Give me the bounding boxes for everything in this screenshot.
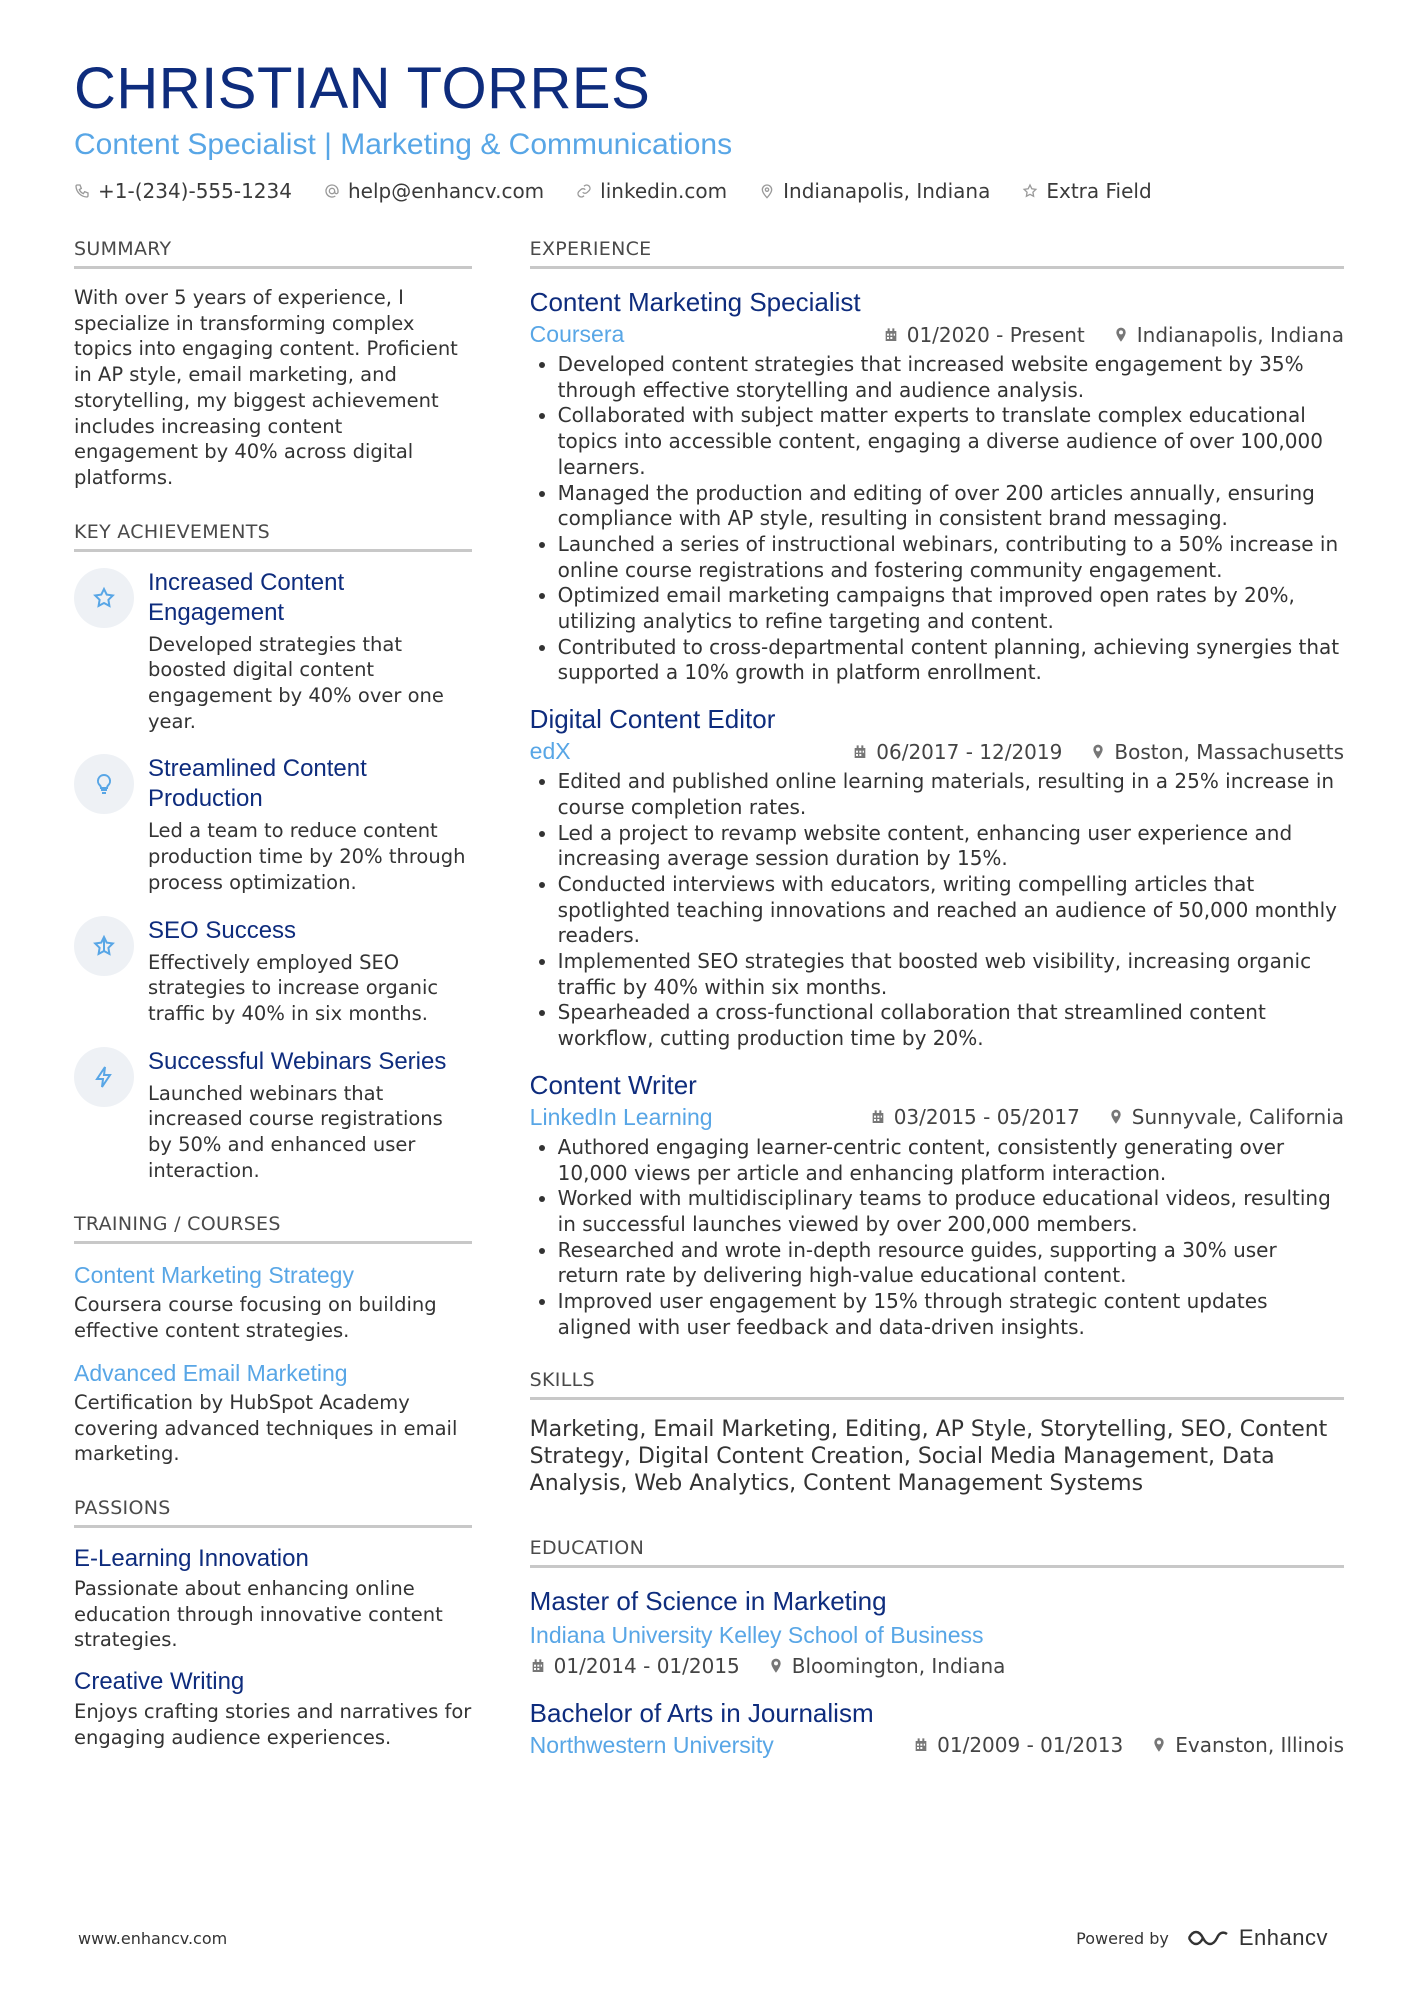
- job-bullet: • Edited and published online learning materials, resulting in a 25% increase in course completion rates.: [558, 769, 1344, 820]
- job-dates: [870, 1105, 1080, 1129]
- right-column: [530, 238, 1344, 1759]
- passion-item-text: Enjoys crafting stories and narratives for engaging audience experiences.: [74, 1700, 472, 1749]
- education-degree: Master of Science in Marketing: [529, 1585, 887, 1616]
- contact-linkedin-text: linkedin.com: [600, 179, 728, 203]
- summary-text: With over 5 years of experience, I specialize in transforming complex topics into engaging content. Proficient in AP style, email marketing, and storytelling, my biggest achievement includes increasing content engagement by 40% across digital platforms.: [74, 286, 458, 489]
- achievement-icon-wrap: [74, 754, 134, 814]
- job-company: LinkedIn Learning: [529, 1103, 713, 1130]
- achievement-text: Effectively employed SEO strategies to increase organic traffic by 40% in six months.: [148, 950, 439, 1025]
- calendar-icon: [883, 327, 899, 343]
- training-title: TRAINING / COURSES: [74, 1213, 472, 1244]
- education-section: [530, 1537, 1344, 1759]
- location-icon: [1090, 744, 1106, 760]
- achievement-icon-wrap: [74, 916, 134, 976]
- location-icon: [1108, 1109, 1124, 1125]
- contact-email-text: help@enhancv.com: [347, 179, 545, 203]
- left-column: [74, 238, 472, 1759]
- job-entry: [530, 285, 1344, 686]
- brand-logo[interactable]: [1185, 1925, 1328, 1951]
- contact-extra: [1022, 179, 1151, 203]
- job-company: edX: [529, 738, 571, 765]
- job-bullets: [530, 1135, 1344, 1341]
- location-icon: [768, 1658, 784, 1674]
- achievement-text: Led a team to reduce content production time by 20% through process optimization.: [148, 819, 466, 894]
- location-icon: [759, 183, 775, 199]
- job-bullet: • Conducted interviews with educators, writing compelling articles that spotlighted teaching innovations and reached an audience of 50,000 monthly readers.: [558, 872, 1344, 949]
- job-bullet: • Managed the production and editing of over 200 articles annually, ensuring compliance with AP style, resulting in consistent brand messaging.: [558, 481, 1344, 532]
- job-entry: [530, 1068, 1344, 1341]
- enhancv-logo-icon: [1185, 1926, 1231, 1950]
- job-title: Content Marketing Specialist: [529, 287, 861, 317]
- calendar-icon: [870, 1109, 886, 1125]
- job-location-text: Indianapolis, Indiana: [1136, 322, 1344, 347]
- achievement-title: Streamlined Content Production: [148, 755, 367, 813]
- summary-title: SUMMARY: [74, 238, 472, 269]
- calendar-icon: [852, 744, 868, 760]
- footer-site-link[interactable]: www.enhancv.com: [78, 1928, 228, 1948]
- job-company: Coursera: [529, 321, 625, 347]
- passion-item-title: E-Learning Innovation: [74, 1544, 309, 1572]
- candidate-name: CHRISTIAN TORRES: [74, 56, 651, 121]
- education-dates-text: 01/2009 - 01/2013: [937, 1733, 1124, 1757]
- achievements-section: [74, 521, 472, 1184]
- job-bullet: • Led a project to revamp website content, enhancing user experience and increasing average session duration by 15%.: [558, 821, 1344, 872]
- job-bullet: • Optimized email marketing campaigns that improved open rates by 20%, utilizing analytics to refine targeting and content.: [558, 583, 1344, 634]
- location-icon: [1113, 327, 1129, 343]
- passion-item: [74, 1544, 472, 1653]
- job-bullet: • Launched a series of instructional webinars, contributing to a 50% increase in online course registrations and fostering community engagement.: [558, 532, 1344, 583]
- calendar-icon: [913, 1737, 929, 1753]
- training-item-title: Advanced Email Marketing: [74, 1359, 348, 1386]
- job-bullet: • Implemented SEO strategies that boosted web visibility, increasing organic traffic by 40% within six months.: [558, 949, 1344, 1000]
- achievement-item: [74, 1047, 472, 1184]
- achievement-icon-wrap: [74, 1047, 134, 1107]
- education-dates: [913, 1733, 1123, 1757]
- location-icon: [1151, 1737, 1167, 1753]
- achievement-item: [74, 754, 472, 895]
- education-title: EDUCATION: [530, 1537, 1344, 1568]
- job-location-text: Sunnyvale, California: [1131, 1105, 1344, 1130]
- achievements-title: KEY ACHIEVEMENTS: [74, 521, 472, 552]
- phone-icon: [74, 183, 90, 199]
- skills-text: Marketing, Email Marketing, Editing, AP Style, Storytelling, SEO, Content Strategy, Digital Content Creation, Social Media Management, Data Analysis, Web Analytics, Content Management Systems: [529, 1416, 1328, 1496]
- achievement-title: SEO Success: [148, 916, 297, 944]
- passion-item: [74, 1667, 472, 1750]
- contact-phone-text: +1-(234)-555-1234: [98, 179, 292, 203]
- job-location-text: Boston, Massachusetts: [1114, 739, 1344, 764]
- education-location-text: Evanston, Illinois: [1175, 1733, 1344, 1757]
- education-location-text: Bloomington, Indiana: [791, 1653, 1006, 1678]
- job-title: Digital Content Editor: [529, 704, 776, 735]
- training-item-text: Certification by HubSpot Academy covering advanced techniques in email marketing.: [74, 1390, 458, 1466]
- education-location: [768, 1654, 1006, 1678]
- job-dates: [883, 323, 1085, 347]
- job-bullet: • Researched and wrote in-depth resource guides, supporting a 30% user return rate by delivering high-value educational content.: [558, 1238, 1344, 1289]
- brand-name: Enhancv: [1238, 1925, 1328, 1950]
- passion-item-text: Passionate about enhancing online education through innovative content strategies.: [74, 1576, 443, 1652]
- training-item: [74, 1358, 472, 1467]
- footer-brand: [1076, 1925, 1328, 1951]
- passions-title: PASSIONS: [74, 1497, 472, 1528]
- contact-location: [759, 179, 990, 203]
- job-location: [1090, 740, 1344, 764]
- page-footer: [78, 1925, 1328, 1951]
- experience-title: EXPERIENCE: [530, 238, 1344, 269]
- education-school: Northwestern University: [529, 1731, 774, 1758]
- passions-section: [74, 1497, 472, 1751]
- job-bullets: [530, 769, 1344, 1052]
- summary-section: [74, 238, 472, 491]
- at-icon: [324, 183, 340, 199]
- job-title: Content Writer: [529, 1069, 697, 1100]
- education-school: Indiana University Kelley School of Business: [529, 1621, 984, 1648]
- contact-extra-text: Extra Field: [1046, 179, 1152, 203]
- contact-location-text: Indianapolis, Indiana: [783, 179, 991, 203]
- job-bullet: • Contributed to cross-departmental content planning, achieving synergies that supported a 10% growth in platform enrollment.: [558, 635, 1344, 686]
- achievement-title: Successful Webinars Series: [148, 1047, 447, 1075]
- job-location: [1108, 1105, 1344, 1129]
- training-item-title: Content Marketing Strategy: [74, 1262, 354, 1289]
- calendar-icon: [530, 1658, 546, 1674]
- bolt-icon: [92, 1065, 116, 1089]
- resume-header: [74, 56, 1344, 203]
- education-item: [530, 1584, 1344, 1678]
- link-icon: [576, 183, 592, 199]
- achievement-title: Increased Content Engagement: [148, 568, 345, 626]
- training-item-text: Coursera course focusing on building effective content strategies.: [74, 1293, 437, 1343]
- experience-section: [530, 238, 1344, 1341]
- contact-bar: [74, 179, 1344, 203]
- contact-phone[interactable]: [74, 179, 292, 203]
- star-icon: [1022, 183, 1038, 199]
- star-icon: [92, 586, 116, 610]
- job-bullet: • Worked with multidisciplinary teams to produce educational videos, resulting in successful launches viewed by over 200,000 members.: [558, 1186, 1344, 1237]
- job-bullet: • Authored engaging learner-centric content, consistently generating over 10,000 views per article and enhancing platform interaction.: [558, 1135, 1344, 1186]
- training-item: [74, 1260, 472, 1343]
- education-item: [530, 1696, 1344, 1759]
- lightbulb-icon: [92, 772, 116, 796]
- job-dates-text: 03/2015 - 05/2017: [893, 1105, 1080, 1130]
- achievement-item: [74, 916, 472, 1027]
- job-bullet: • Collaborated with subject matter experts to translate complex educational topics into accessible content, engaging a diverse audience of over 100,000 learners.: [558, 403, 1344, 480]
- education-dates: [530, 1654, 740, 1678]
- job-bullet: • Developed content strategies that increased website engagement by 35% through effective storytelling and audience analysis.: [558, 352, 1344, 403]
- passion-item-title: Creative Writing: [74, 1668, 245, 1696]
- candidate-role: Content Specialist | Marketing & Communications: [74, 128, 733, 161]
- footer-powered-by: Powered by: [1076, 1928, 1169, 1948]
- education-location: [1151, 1733, 1344, 1757]
- job-entry: [530, 702, 1344, 1052]
- skills-title: SKILLS: [530, 1369, 1344, 1400]
- education-dates-text: 01/2014 - 01/2015: [553, 1653, 740, 1678]
- job-bullet: • Spearheaded a cross-functional collaboration that streamlined content workflow, cutting production time by 20%.: [558, 1000, 1344, 1051]
- contact-linkedin[interactable]: [576, 179, 727, 203]
- star-half-icon: [92, 934, 116, 958]
- job-dates: [852, 740, 1062, 764]
- training-section: [74, 1213, 472, 1467]
- education-degree: Bachelor of Arts in Journalism: [529, 1697, 874, 1728]
- skills-section: [530, 1369, 1344, 1497]
- job-dates-text: 06/2017 - 12/2019: [876, 739, 1063, 764]
- achievement-item: [74, 568, 472, 735]
- contact-email[interactable]: [324, 179, 544, 203]
- job-dates-text: 01/2020 - Present: [906, 322, 1085, 347]
- job-bullets: [530, 352, 1344, 686]
- achievement-text: Developed strategies that boosted digital content engagement by 40% over one year.: [148, 632, 444, 733]
- job-bullet: • Improved user engagement by 15% through strategic content updates aligned with user feedback and data-driven insights.: [558, 1289, 1344, 1340]
- job-location: [1113, 323, 1344, 347]
- achievement-text: Launched webinars that increased course registrations by 50% and enhanced user interaction.: [148, 1081, 443, 1182]
- achievement-icon-wrap: [74, 568, 134, 628]
